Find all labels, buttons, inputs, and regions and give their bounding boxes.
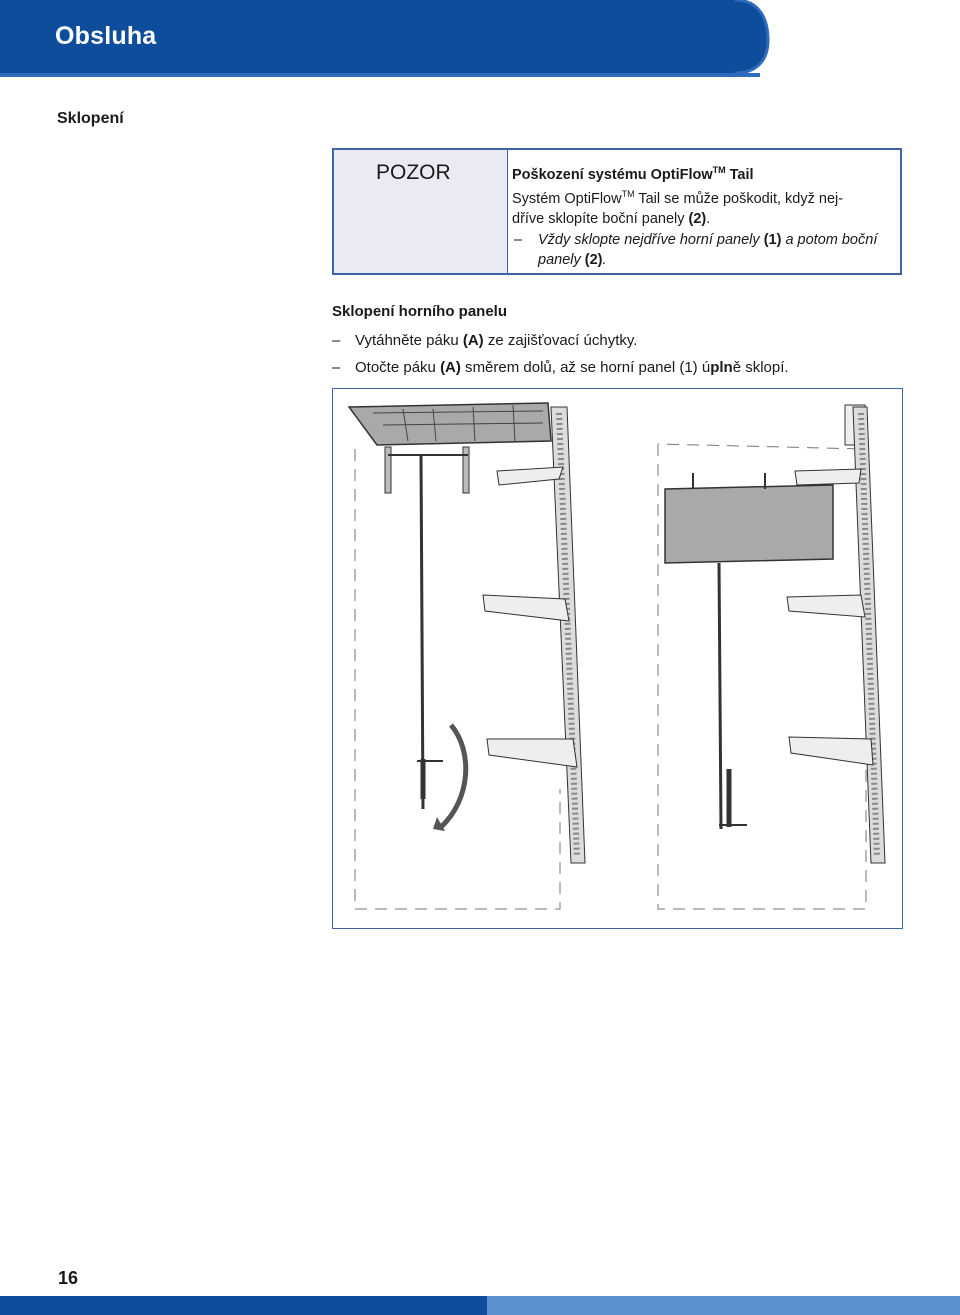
warning-line-2: dříve sklopíte boční panely (2). xyxy=(512,210,711,227)
warning-bullet: – Vždy sklopte nejdříve horní panely (1) a potom boční panely (2). xyxy=(514,232,878,268)
illustration-drawing xyxy=(333,389,902,928)
warning-box xyxy=(332,148,902,275)
warning-title: Poškození systému OptiFlow™ Tail xyxy=(512,165,754,183)
step-item: – Vytáhněte páku (A) ze zajišťovací úchytky. xyxy=(332,332,638,349)
header-title: Obsluha xyxy=(55,22,157,50)
subsection-title: Sklopení horního panelu xyxy=(332,303,508,320)
warning-label-cell xyxy=(334,150,508,273)
warning-text xyxy=(512,161,892,270)
step-item: – Otočte páku (A) směrem dolů, až se horní panel (1) úplně sklopí. xyxy=(332,359,789,376)
step-list xyxy=(332,331,932,385)
footer-bar xyxy=(0,1296,960,1315)
page-header xyxy=(0,0,960,80)
warning-label: POZOR xyxy=(376,161,451,184)
warning-line-1: Systém OptiFlow™ Tail se může poškodit, když nej- xyxy=(512,189,844,208)
folding-illustration xyxy=(332,388,903,929)
section-title: Sklopení xyxy=(57,110,124,127)
page-number: 16 xyxy=(58,1268,79,1288)
